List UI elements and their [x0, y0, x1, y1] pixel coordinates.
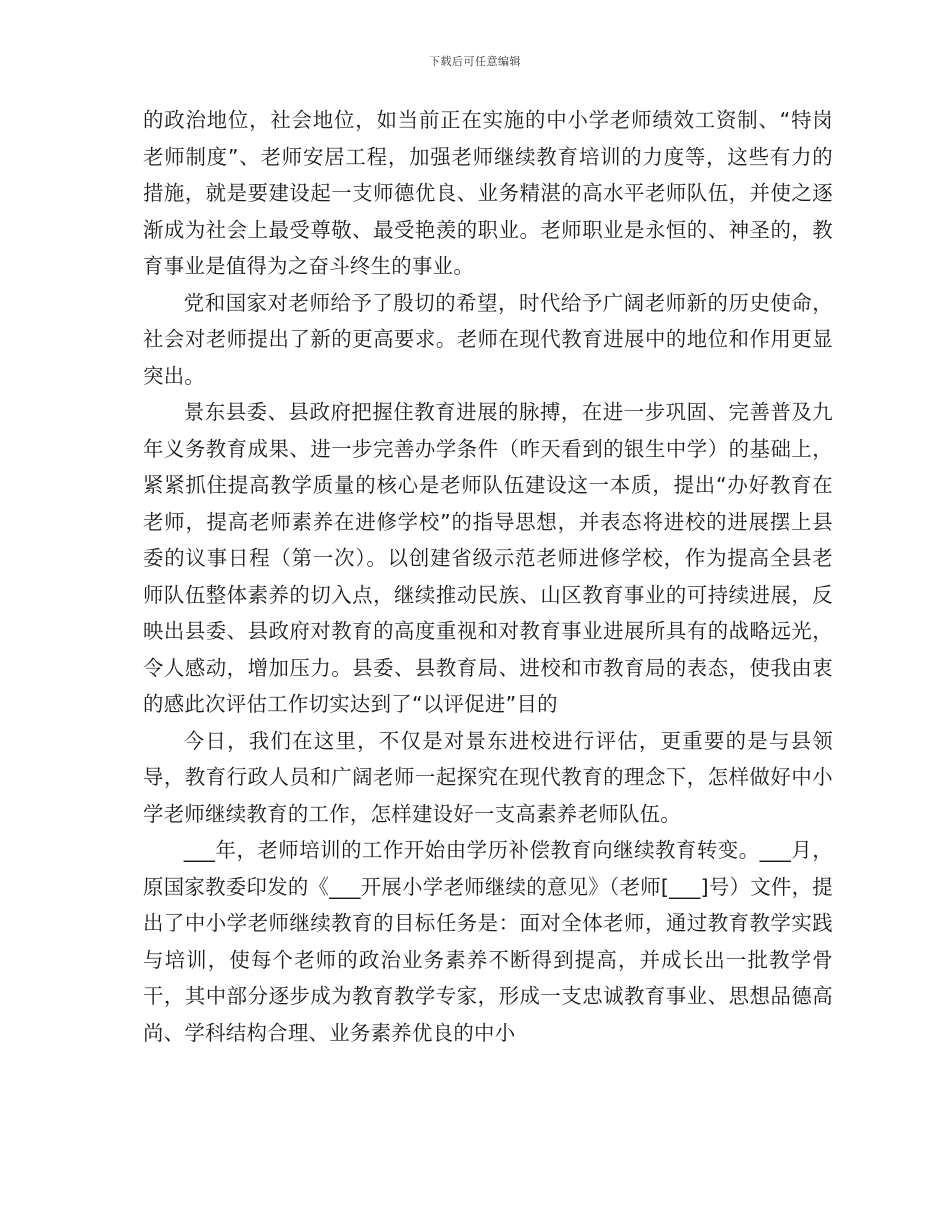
page-header: 下载后可任意编辑 — [429, 55, 521, 68]
paragraph: 景东县委、县政府把握住教育进展的脉搏，在进一步巩固、完善普及九年义务教育成果、进一步完善办学条件（昨天看到的银生中学）的基础上，紧紧抓住提高教学质量的核心是老师队伍建设这一本质，提出“办好教育在老师，提高老师素养在进修学校”的指导思想，并表态将进校的进展摆上县委的议事日程（第一次）。以创建省级示范老师进修学校，作为提高全县老师队伍整体素养的切入点，继续推动民族、山区教育事业的可持续进展，反映出县委、县政府对教育的高度重视和对教育事业进展所具有的战略远光，令人感动，增加压力。县委、县教育局、进校和市教育局的表态，使我由衷的感此次评估工作切实达到了“以评促进”目的 — [143, 400, 833, 716]
paragraph: 党和国家对老师给予了殷切的希望，时代给予广阔老师新的历史使命，社会对老师提出了新的更高要求。老师在现代教育进展中的地位和作用更显突出。 — [143, 290, 833, 388]
document-body — [143, 102, 833, 1051]
paragraph-continuation: 的政治地位，社会地位，如当前正在实施的中小学老师绩效工资制、“特岗老师制度”、老师安居工程，加强老师继续教育培训的力度等，这些有力的措施，就是要建设起一支师德优良、业务精湛的高水平老师队伍，并使之逐渐成为社会上最受尊敬、最受艳羡的职业。老师职业是永恒的、神圣的，教育事业是值得为之奋斗终生的事业。 — [143, 108, 833, 278]
paragraph: 今日，我们在这里，不仅是对景东进校进行评估，更重要的是与县领导，教育行政人员和广阔老师一起探究在现代教育的理念下，怎样做好中小学老师继续教育的工作，怎样建设好一支高素养老师队伍。 — [143, 728, 833, 826]
paragraph: ___年，老师培训的工作开始由学历补偿教育向继续教育转变。___月，原国家教委印发的《___开展小学老师继续的意见》（老师[___]号）文件，提出了中小学老师继续教育的目标任务是：面对全体老师，通过教育教学实践与培训，使每个老师的政治业务素养不断得到提高，并成长出一批教学骨干，其中部分逐步成为教育教学专家，形成一支忠诚教育事业、思想品德高尚、学科结构合理、业务素养优良的中小 — [143, 838, 833, 1045]
